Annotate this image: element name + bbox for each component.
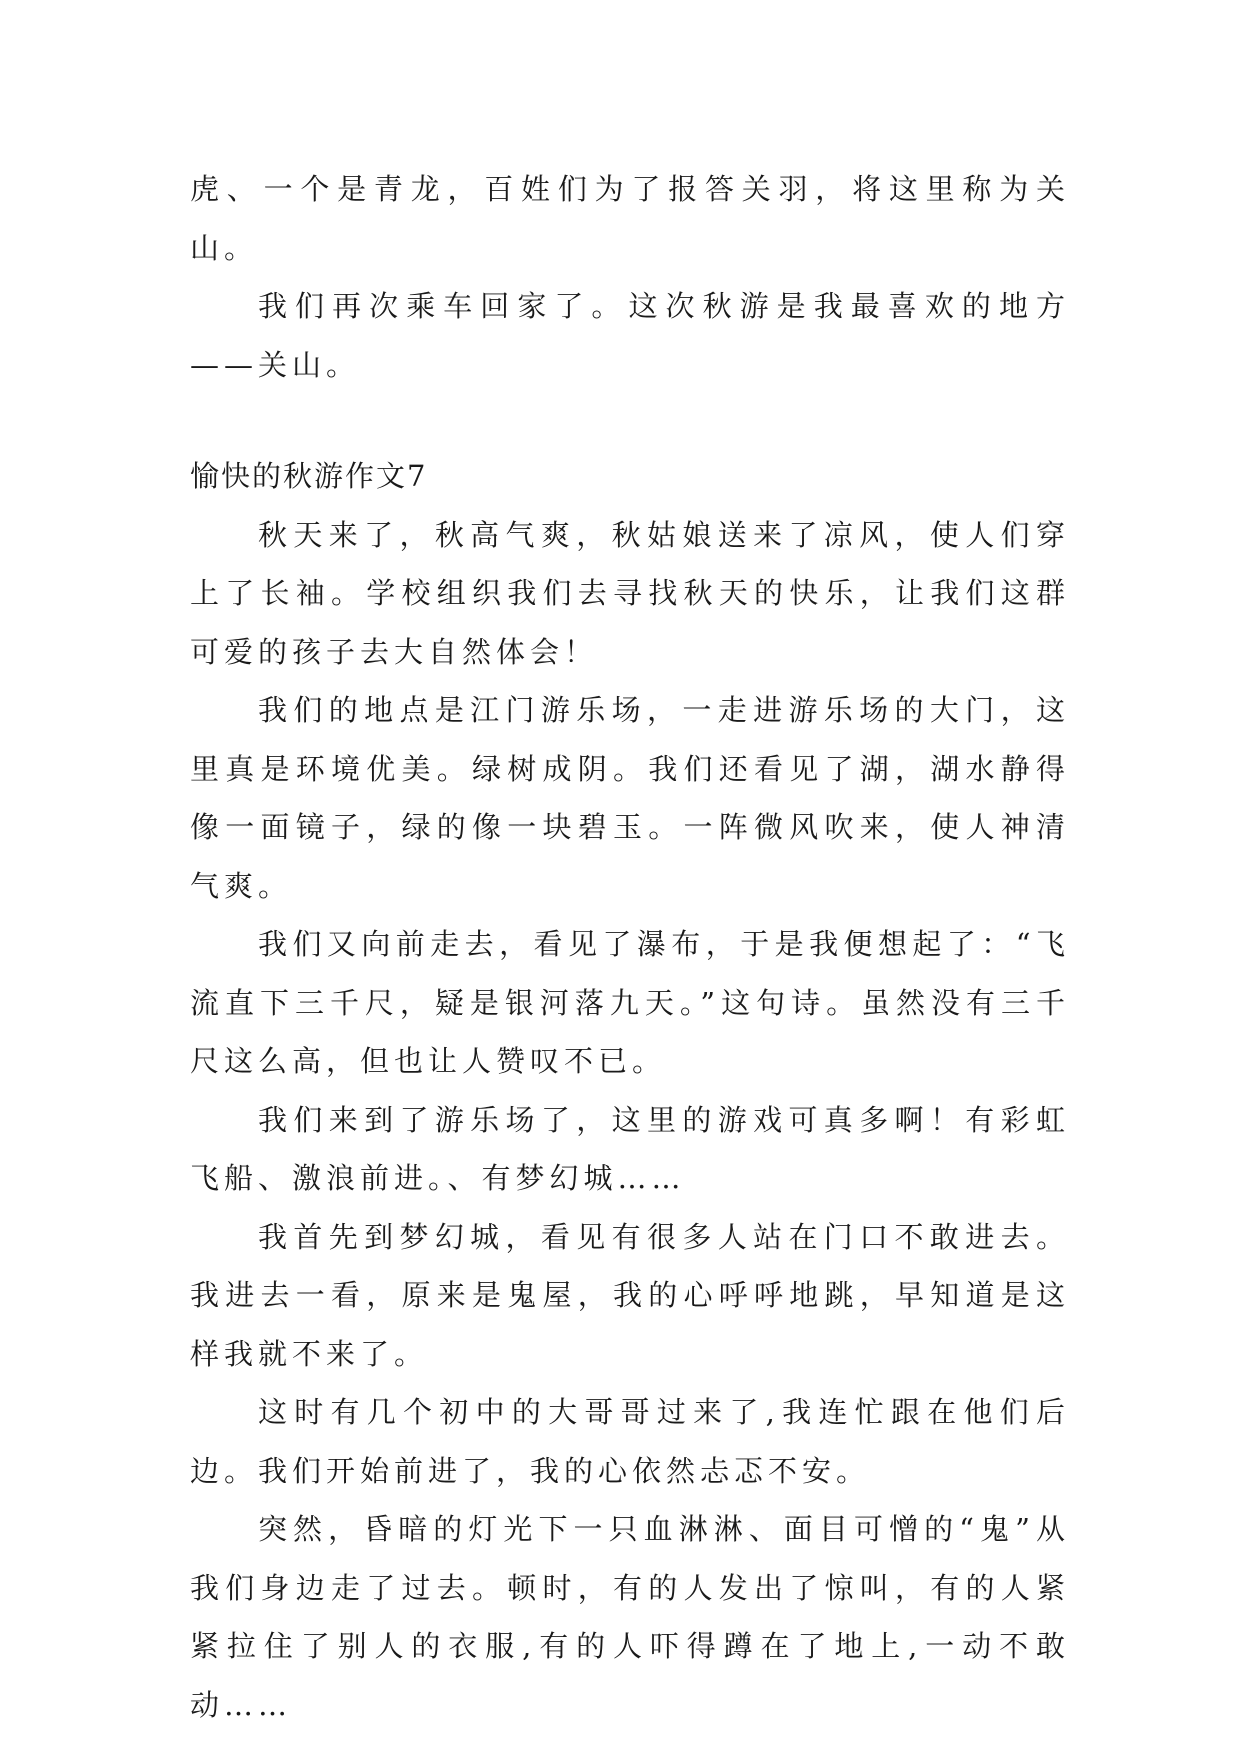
paragraph: 秋天来了，秋高气爽，秋姑娘送来了凉风，使人们穿上了长袖。学校组织我们去寻找秋天的快乐，让我们这群可爱的孩子去大自然体会！	[190, 517, 1070, 669]
paragraph: 突然，昏暗的灯光下一只血淋淋、面目可憎的“鬼”从我们身边走了过去。顿时，有的人发出了惊叫，有的人紧紧拉住了别人的衣服,有的人吓得蹲在了地上,一动不敢动……	[190, 1512, 1070, 1722]
paragraph: 这时有几个初中的大哥哥过来了,我连忙跟在他们后边。我们开始前进了，我的心依然忐忑不安。	[190, 1395, 1070, 1488]
paragraph: 我们来到了游乐场了，这里的游戏可真多啊！有彩虹飞船、激浪前进。、有梦幻城……	[190, 1102, 1070, 1195]
document-body	[190, 160, 1070, 1734]
paragraph: 我首先到梦幻城，看见有很多人站在门口不敢进去。我进去一看，原来是鬼屋，我的心呼呼地跳，早知道是这样我就不来了。	[190, 1219, 1070, 1371]
paragraph: 我们再次乘车回家了。这次秋游是我最喜欢的地方——关山。	[190, 289, 1070, 382]
paragraph: 我们的地点是江门游乐场，一走进游乐场的大门，这里真是环境优美。绿树成阴。我们还看见了湖，湖水静得像一面镜子，绿的像一块碧玉。一阵微风吹来，使人神清气爽。	[190, 693, 1070, 903]
paragraph-continued: 虎、一个是青龙，百姓们为了报答关羽，将这里称为关山。	[190, 172, 1070, 265]
paragraph: 我们又向前走去，看见了瀑布，于是我便想起了：“飞流直下三千尺，疑是银河落九天。”这句诗。虽然没有三千尺这么高，但也让人赞叹不已。	[190, 927, 1070, 1078]
section-title: 愉快的秋游作文7	[190, 459, 428, 493]
